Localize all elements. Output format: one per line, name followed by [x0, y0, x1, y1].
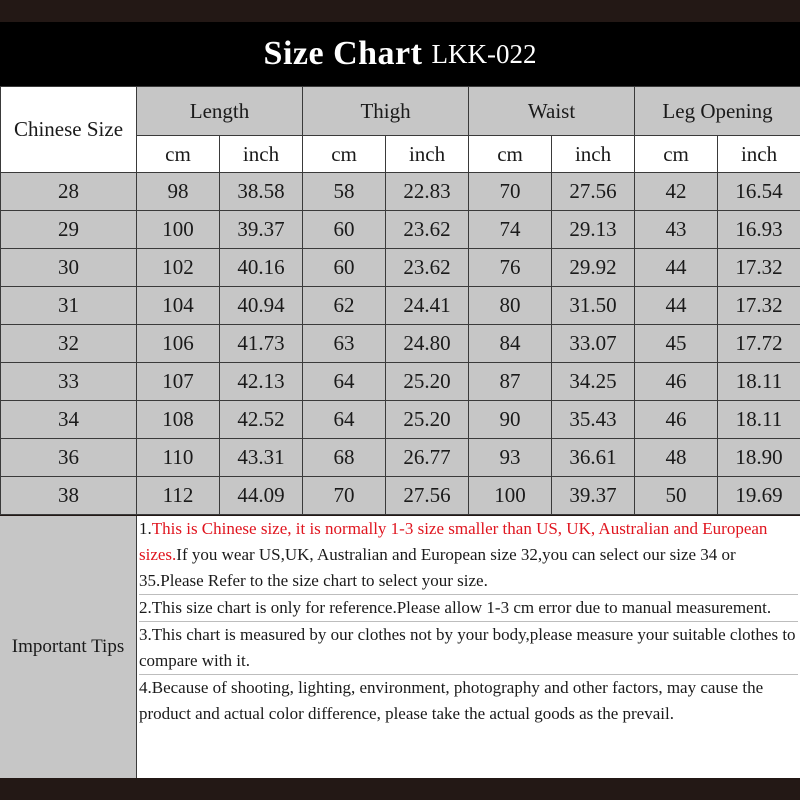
- group-header-leg-opening: Leg Opening: [635, 87, 800, 136]
- size-cell: 36: [1, 439, 137, 477]
- value-cell: 70: [469, 173, 552, 211]
- value-cell: 43.31: [220, 439, 303, 477]
- value-cell: 84: [469, 325, 552, 363]
- value-cell: 48: [635, 439, 718, 477]
- value-cell: 18.11: [718, 401, 800, 439]
- tip-1-number: 1.: [139, 519, 152, 538]
- value-cell: 100: [469, 477, 552, 515]
- value-cell: 29.13: [552, 211, 635, 249]
- value-cell: 44.09: [220, 477, 303, 515]
- tip-1-rest: If you wear US,UK, Australian and European size 32,you can select our size 34 or 35.Please Refer to the size chart to select your size.: [139, 545, 736, 590]
- bottom-band: [0, 778, 800, 800]
- value-cell: 76: [469, 249, 552, 287]
- value-cell: 44: [635, 249, 718, 287]
- value-cell: 64: [303, 363, 386, 401]
- value-cell: 87: [469, 363, 552, 401]
- value-cell: 63: [303, 325, 386, 363]
- table-row: [1, 477, 800, 515]
- size-cell: 38: [1, 477, 137, 515]
- value-cell: 64: [303, 401, 386, 439]
- tip-3: 3.This chart is measured by our clothes not by your body,please measure your suitable clothes to compare with it.: [139, 622, 798, 675]
- value-cell: 35.43: [552, 401, 635, 439]
- group-header-length: Length: [137, 87, 303, 136]
- size-cell: 29: [1, 211, 137, 249]
- size-cell: 31: [1, 287, 137, 325]
- value-cell: 18.11: [718, 363, 800, 401]
- value-cell: 90: [469, 401, 552, 439]
- value-cell: 22.83: [386, 173, 469, 211]
- value-cell: 100: [137, 211, 220, 249]
- value-cell: 27.56: [386, 477, 469, 515]
- tip-1-highlight: This is Chinese size, it is normally 1-3 size smaller than US, UK, Australian and European sizes.: [139, 519, 768, 564]
- value-cell: 50: [635, 477, 718, 515]
- value-cell: 93: [469, 439, 552, 477]
- value-cell: 31.50: [552, 287, 635, 325]
- value-cell: 42: [635, 173, 718, 211]
- value-cell: 40.16: [220, 249, 303, 287]
- value-cell: 43: [635, 211, 718, 249]
- value-cell: 26.77: [386, 439, 469, 477]
- value-cell: 98: [137, 173, 220, 211]
- value-cell: 46: [635, 363, 718, 401]
- value-cell: 23.62: [386, 249, 469, 287]
- group-header-thigh: Thigh: [303, 87, 469, 136]
- table-row: [1, 173, 800, 211]
- table-row: [1, 401, 800, 439]
- value-cell: 16.54: [718, 173, 800, 211]
- unit-header: inch: [386, 136, 469, 173]
- size-cell: 30: [1, 249, 137, 287]
- value-cell: 16.93: [718, 211, 800, 249]
- title-bar: [0, 22, 800, 86]
- value-cell: 36.61: [552, 439, 635, 477]
- table-row: [1, 211, 800, 249]
- value-cell: 108: [137, 401, 220, 439]
- unit-header: inch: [718, 136, 800, 173]
- unit-header: inch: [552, 136, 635, 173]
- unit-header: cm: [137, 136, 220, 173]
- value-cell: 33.07: [552, 325, 635, 363]
- value-cell: 62: [303, 287, 386, 325]
- tip-4: 4.Because of shooting, lighting, environment, photography and other factors, may cause the product and actual color difference, please take the actual goods as the prevail.: [139, 678, 764, 723]
- tip-2: 2.This size chart is only for reference.Please allow 1-3 cm error due to manual measurement.: [139, 595, 798, 622]
- value-cell: 80: [469, 287, 552, 325]
- value-cell: 102: [137, 249, 220, 287]
- value-cell: 34.25: [552, 363, 635, 401]
- value-cell: 19.69: [718, 477, 800, 515]
- table-row: [1, 325, 800, 363]
- value-cell: 104: [137, 287, 220, 325]
- unit-header: inch: [220, 136, 303, 173]
- value-cell: 74: [469, 211, 552, 249]
- value-cell: 112: [137, 477, 220, 515]
- table-row: [1, 439, 800, 477]
- table-row: [1, 249, 800, 287]
- size-cell: 34: [1, 401, 137, 439]
- value-cell: 24.41: [386, 287, 469, 325]
- chinese-size-header: Chinese Size: [1, 87, 137, 173]
- value-cell: 25.20: [386, 363, 469, 401]
- value-cell: 24.80: [386, 325, 469, 363]
- value-cell: 60: [303, 211, 386, 249]
- value-cell: 39.37: [220, 211, 303, 249]
- value-cell: 17.72: [718, 325, 800, 363]
- value-cell: 107: [137, 363, 220, 401]
- value-cell: 46: [635, 401, 718, 439]
- value-cell: 38.58: [220, 173, 303, 211]
- value-cell: 41.73: [220, 325, 303, 363]
- value-cell: 40.94: [220, 287, 303, 325]
- table-row: [1, 287, 800, 325]
- value-cell: 17.32: [718, 287, 800, 325]
- value-cell: 18.90: [718, 439, 800, 477]
- value-cell: 70: [303, 477, 386, 515]
- value-cell: 39.37: [552, 477, 635, 515]
- value-cell: 60: [303, 249, 386, 287]
- size-table: [0, 86, 800, 515]
- size-cell: 32: [1, 325, 137, 363]
- important-tips-label: Important Tips: [0, 516, 137, 778]
- value-cell: 17.32: [718, 249, 800, 287]
- value-cell: 44: [635, 287, 718, 325]
- table-body: [1, 173, 800, 515]
- value-cell: 106: [137, 325, 220, 363]
- value-cell: 45: [635, 325, 718, 363]
- tip-1: [139, 516, 798, 595]
- header-row-groups: [1, 87, 800, 136]
- product-code: LKK-022: [431, 38, 537, 69]
- value-cell: 110: [137, 439, 220, 477]
- size-cell: 28: [1, 173, 137, 211]
- value-cell: 25.20: [386, 401, 469, 439]
- value-cell: 68: [303, 439, 386, 477]
- important-tips-text: [137, 516, 800, 778]
- size-cell: 33: [1, 363, 137, 401]
- value-cell: 29.92: [552, 249, 635, 287]
- value-cell: 42.13: [220, 363, 303, 401]
- chart-title: Size Chart: [263, 35, 423, 72]
- unit-header: cm: [635, 136, 718, 173]
- value-cell: 23.62: [386, 211, 469, 249]
- value-cell: 58: [303, 173, 386, 211]
- group-header-waist: Waist: [469, 87, 635, 136]
- table-row: [1, 363, 800, 401]
- value-cell: 27.56: [552, 173, 635, 211]
- unit-header: cm: [303, 136, 386, 173]
- value-cell: 42.52: [220, 401, 303, 439]
- unit-header: cm: [469, 136, 552, 173]
